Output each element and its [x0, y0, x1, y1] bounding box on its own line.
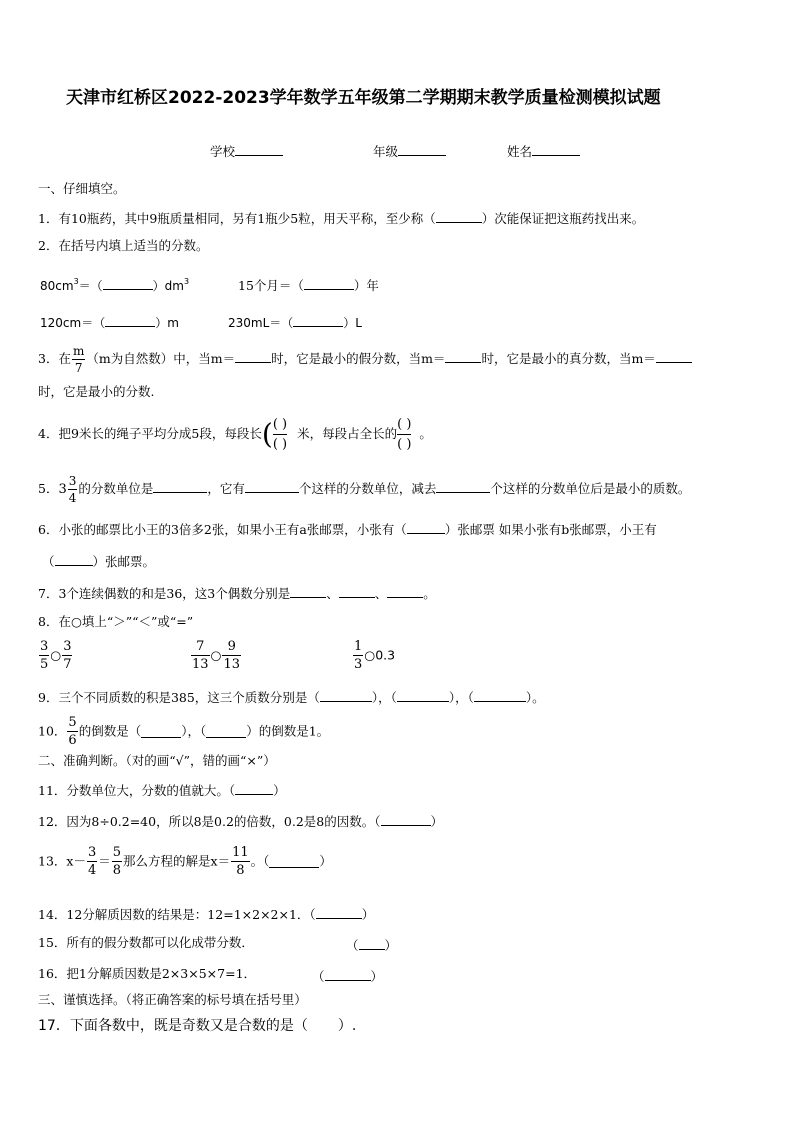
- question-text: 下面各数中，既是奇数又是合数的是（: [69, 1018, 308, 1034]
- question-12: [38, 813, 443, 829]
- name-blank[interactable]: [532, 143, 580, 156]
- denominator-blank[interactable]: ( ): [397, 434, 411, 451]
- q16-answer: [312, 968, 383, 984]
- question-6: [38, 521, 657, 537]
- question-17: [38, 1019, 356, 1033]
- answer-blank[interactable]: [316, 906, 362, 919]
- question-text: ）: [361, 907, 375, 922]
- answer-blank[interactable]: [235, 782, 273, 795]
- question-15: [38, 937, 254, 950]
- fraction: [222, 640, 241, 671]
- equation-text: ＝: [98, 853, 111, 869]
- answer-blank[interactable]: [206, 725, 246, 738]
- unit-text: ）m: [155, 316, 179, 330]
- unit-text: 120cm＝（: [40, 316, 106, 330]
- question-number: 5．: [38, 481, 59, 496]
- question-4: [38, 418, 432, 451]
- numerator: 5: [112, 845, 122, 860]
- question-text: 的倒数是（: [78, 723, 142, 739]
- fraction: [39, 640, 49, 671]
- grade-blank[interactable]: [398, 143, 446, 156]
- question-text: 在: [58, 351, 71, 366]
- question-text: ）的倒数是1。: [246, 723, 330, 739]
- superscript: 3: [73, 277, 79, 286]
- denominator: 8: [112, 863, 122, 878]
- question-text: 12分解质因数的结果是：12=1×2×2×1．（: [66, 907, 316, 922]
- question-text: 时，它是最小的分数.: [38, 384, 155, 399]
- question-text: ），（: [448, 690, 474, 705]
- section-heading: 二、准确判断。（对的画“√”，错的画“×”）: [38, 753, 276, 768]
- numerator: m: [72, 344, 85, 358]
- question-text: ）: [273, 783, 286, 798]
- answer-blank[interactable]: [290, 585, 326, 598]
- fraction: [191, 640, 210, 671]
- fraction: [353, 640, 363, 671]
- decimal-value: 0.3: [375, 647, 396, 663]
- denominator: 13: [223, 657, 241, 672]
- question-text: 那么方程的解是x＝: [123, 853, 231, 869]
- mixed-whole: 3: [58, 482, 67, 497]
- question-16: [38, 968, 256, 981]
- question-2: [38, 240, 208, 253]
- q2-line-1b: [238, 277, 379, 293]
- grade-label: 年级: [373, 144, 399, 159]
- paren: (: [261, 417, 273, 451]
- separator: 、: [326, 586, 339, 601]
- compare-3: [352, 640, 395, 671]
- question-text: ）.: [337, 1018, 357, 1034]
- question-text: 所有的假分数都可以化成带分数．: [66, 935, 254, 950]
- question-3-cont: [38, 386, 154, 399]
- answer-blank[interactable]: [153, 480, 207, 493]
- question-text: 的分数单位是: [78, 481, 154, 496]
- denominator: 7: [72, 359, 85, 374]
- page-title: 天津市红桥区2022-2023学年数学五年级第二学期期末教学质量检测模拟试题: [66, 88, 661, 108]
- answer-blank[interactable]: [325, 968, 371, 981]
- numerator-blank[interactable]: ( ): [272, 417, 288, 432]
- question-text: 把9米长的绳子平均分成5段，每段长: [58, 426, 262, 441]
- question-text: 米，每段占全长的: [297, 426, 398, 441]
- paren: ）: [384, 938, 398, 953]
- numerator: 11: [232, 845, 249, 860]
- denominator: 6: [68, 733, 77, 748]
- answer-blank[interactable]: [656, 350, 692, 363]
- question-number: 17．: [38, 1018, 70, 1034]
- question-number: 10．: [38, 723, 67, 739]
- answer-blank[interactable]: [105, 314, 155, 327]
- numerator: 5: [68, 715, 77, 730]
- denominator: 8: [231, 861, 250, 877]
- question-text: 在括号内填上适当的分数。: [58, 238, 209, 253]
- answer-blank[interactable]: [269, 855, 319, 868]
- section-heading: 三、谨慎选择。（将正确答案的标号填在括号里）: [38, 992, 307, 1007]
- separator: 。: [423, 586, 436, 601]
- question-text: 3个连续偶数的和是36，这3个偶数分别是: [58, 586, 291, 601]
- question-8: [38, 616, 193, 629]
- denominator: 3: [354, 657, 363, 672]
- answer-blank[interactable]: [320, 689, 372, 702]
- answer-blank[interactable]: [407, 521, 445, 534]
- question-number: 11．: [38, 783, 67, 798]
- question-text: 三个不同质数的积是385，这三个质数分别是（: [58, 690, 320, 705]
- paren: ）: [370, 969, 384, 984]
- question-text: ，它有: [207, 481, 245, 496]
- answer-blank[interactable]: [245, 480, 299, 493]
- fraction: [67, 716, 77, 747]
- question-text: ）次能保证把这瓶药找出来。: [481, 211, 645, 226]
- question-number: 8．: [38, 614, 59, 629]
- paren: （: [312, 969, 325, 984]
- fraction: [231, 846, 250, 877]
- question-text: 因为8÷0.2=40，所以8是0.2的倍数，0.2是8的因数。（: [66, 814, 381, 829]
- question-number: 13．: [38, 853, 67, 869]
- answer-blank[interactable]: [293, 314, 343, 327]
- answer-blank[interactable]: [359, 937, 385, 950]
- question-number: 4．: [38, 426, 59, 441]
- question-9: [38, 689, 545, 705]
- question-text: 分数单位大，分数的值就大。（: [66, 783, 236, 798]
- unit-text: ＝（: [78, 279, 103, 293]
- denominator: 7: [63, 657, 72, 672]
- answer-blank[interactable]: [436, 210, 482, 223]
- answer-blank[interactable]: [387, 585, 423, 598]
- school-blank[interactable]: [235, 143, 283, 156]
- fraction-blank[interactable]: [273, 418, 287, 451]
- grade-field: [373, 143, 446, 159]
- fraction: [72, 345, 85, 374]
- denominator: 5: [40, 657, 49, 672]
- section-heading: 一、仔细填空。: [38, 181, 126, 196]
- fraction: [68, 475, 78, 504]
- answer-blank[interactable]: [235, 350, 271, 363]
- question-text: 在○填上“＞”“＜”或“=”: [58, 614, 194, 629]
- compare-2: [190, 640, 242, 671]
- answer-blank[interactable]: [474, 689, 526, 702]
- school-label: 学校: [210, 144, 236, 159]
- question-number: 12．: [38, 814, 67, 829]
- question-13: [38, 846, 332, 877]
- question-text: 时，它是最小的真分数，当m＝: [481, 351, 656, 366]
- question-text: 个这样的分数单位后是最小的质数。: [490, 481, 691, 496]
- question-text: ）。: [525, 690, 545, 705]
- question-5: [38, 475, 690, 504]
- question-text: （: [42, 554, 55, 569]
- numerator: 9: [227, 639, 236, 654]
- name-field: [507, 143, 580, 159]
- answer-blank[interactable]: [445, 350, 481, 363]
- question-number: 2．: [38, 238, 59, 253]
- compare-circle[interactable]: ○: [364, 647, 376, 663]
- question-6-cont: [42, 553, 155, 569]
- question-text: ）张邮票。: [92, 554, 156, 569]
- denominator: 4: [68, 491, 77, 505]
- name-label: 姓名: [507, 144, 533, 159]
- question-text: ），（: [181, 723, 207, 739]
- answer-blank[interactable]: [436, 480, 490, 493]
- question-7: [38, 585, 436, 601]
- question-number: 1．: [38, 211, 59, 226]
- unit-text: ）dm: [152, 279, 184, 293]
- denominator-blank[interactable]: ( ): [273, 434, 287, 451]
- question-text: ）: [430, 814, 444, 829]
- numerator: 3: [63, 639, 72, 654]
- fraction: [87, 846, 97, 877]
- question-3: [38, 345, 692, 374]
- compare-circle[interactable]: ○: [210, 647, 222, 663]
- q15-answer: [346, 937, 397, 953]
- question-11: [38, 782, 286, 798]
- answer-blank[interactable]: [304, 277, 354, 290]
- question-14: [38, 906, 374, 922]
- question-text: 把1分解质因数是2×3×5×7=1．: [66, 966, 257, 981]
- question-number: 9．: [38, 690, 59, 705]
- denominator: 13: [192, 657, 209, 672]
- question-text: ），（: [371, 690, 397, 705]
- question-text: 。（: [250, 853, 270, 869]
- q2-line-2: [40, 314, 179, 329]
- denominator: 4: [87, 863, 97, 878]
- unit-text: 230mL＝（: [228, 316, 294, 330]
- question-number: 14．: [38, 907, 67, 922]
- numerator: 1: [354, 639, 363, 654]
- answer-blank[interactable]: [381, 813, 431, 826]
- unit-text: ）L: [343, 316, 362, 330]
- numerator: 3: [87, 845, 97, 860]
- unit-text: ）年: [353, 278, 379, 293]
- unit-text: 15个月＝（: [238, 278, 304, 293]
- equation-text: x－: [66, 853, 86, 869]
- question-number: 16．: [38, 966, 67, 981]
- question-number: 6．: [38, 522, 59, 537]
- answer-blank[interactable]: [397, 689, 449, 702]
- question-text: 有10瓶药，其中9瓶质量相同，另有1瓶少5粒，用天平称，至少称（: [58, 211, 436, 226]
- question-text: （m为自然数）中，当m＝: [86, 351, 236, 366]
- question-text: 小张的邮票比小王的3倍多2张，如果小王有a张邮票，小张有（: [58, 522, 407, 537]
- answer-blank[interactable]: [141, 725, 181, 738]
- answer-blank[interactable]: [339, 585, 375, 598]
- paren: （: [346, 938, 359, 953]
- separator: 、: [374, 586, 388, 601]
- question-number: 3．: [38, 351, 59, 366]
- q2-line-1: [40, 277, 189, 292]
- numerator: 3: [68, 474, 77, 488]
- question-text: ）张邮票 如果小张有b张邮票，小王有: [444, 522, 657, 537]
- numerator-blank[interactable]: ( ): [397, 417, 412, 432]
- question-number: 7．: [38, 586, 59, 601]
- question-number: 15．: [38, 935, 67, 950]
- numerator: 7: [196, 639, 205, 654]
- question-text: 个这样的分数单位，减去: [298, 481, 437, 496]
- question-text: 。: [419, 426, 432, 441]
- question-text: 时，它是最小的假分数，当m＝: [271, 351, 446, 366]
- question-10: [38, 716, 329, 747]
- compare-circle[interactable]: ○: [50, 647, 62, 663]
- fraction: [62, 640, 72, 671]
- numerator: 3: [40, 639, 49, 654]
- answer-blank[interactable]: [55, 553, 93, 566]
- unit-text: 80cm: [40, 279, 74, 293]
- question-text: ）: [319, 853, 332, 869]
- compare-1: [38, 640, 73, 671]
- question-1: [38, 210, 644, 226]
- answer-blank[interactable]: [103, 277, 153, 290]
- fraction-blank[interactable]: [397, 418, 411, 451]
- fraction: [112, 846, 122, 877]
- school-field: [210, 143, 283, 159]
- q2-line-2b: [228, 314, 362, 329]
- superscript: 3: [183, 277, 190, 286]
